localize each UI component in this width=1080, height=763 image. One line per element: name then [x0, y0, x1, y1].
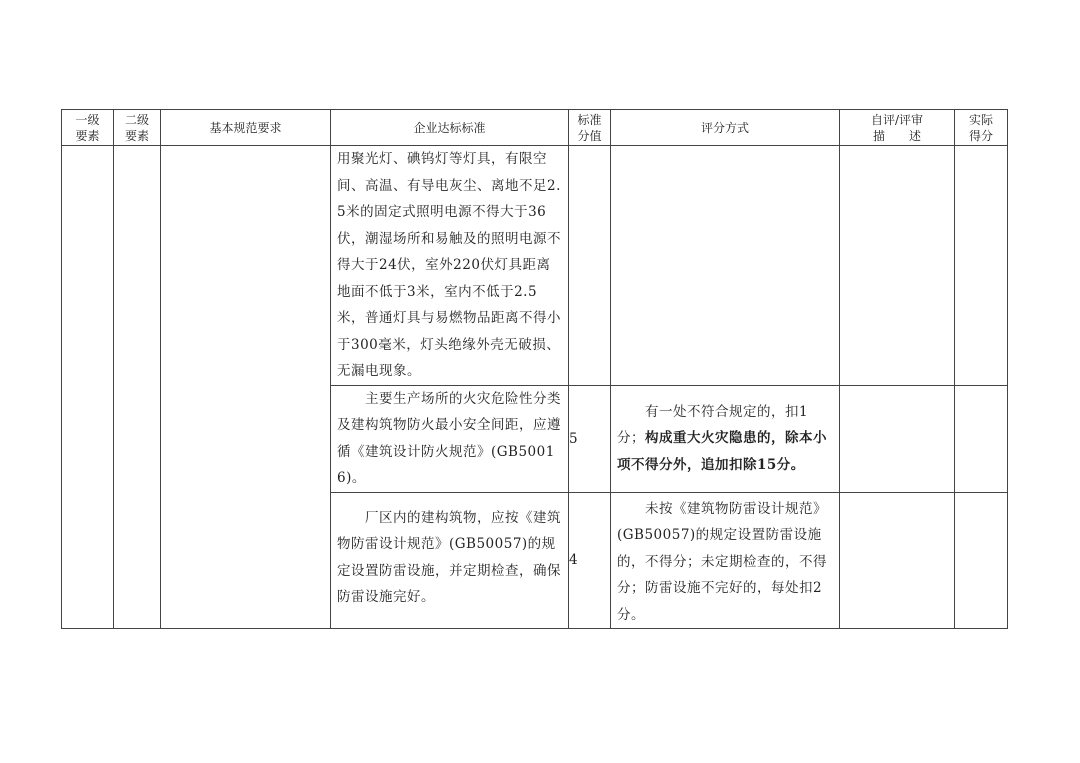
header-actual-score: 实际 得分: [955, 110, 1008, 146]
score-cell: 5: [569, 385, 611, 492]
self-review-cell: [840, 492, 955, 629]
header-standard-score: 标准 分值: [569, 110, 611, 146]
header-level1: 一级 要素: [62, 110, 114, 146]
header-self-review: 自评/评审 描 述: [840, 110, 955, 146]
actual-score-cell: [955, 385, 1008, 492]
header-row: [62, 110, 1008, 146]
standard-cell: 厂区内的建构筑物，应按《建筑物防雷设计规范》(GB50057)的规定设置防雷设施，并定期检查，确保防雷设施完好。: [331, 492, 569, 629]
actual-score-cell: [955, 492, 1008, 629]
header-level2: 二级 要素: [114, 110, 161, 146]
header-enterprise-standard: 企业达标标准: [331, 110, 569, 146]
actual-score-cell: [955, 146, 1008, 386]
method-cell: 有一处不符合规定的，扣1分；构成重大火灾隐患的，除本小项不得分外，追加扣除15分。: [611, 385, 840, 492]
standard-cell: 主要生产场所的火灾危险性分类及建构筑物防火最小安全间距，应遵循《建筑设计防火规范》(GB50016)。: [331, 385, 569, 492]
header-scoring-method: 评分方式: [611, 110, 840, 146]
score-cell: 4: [569, 492, 611, 629]
self-review-cell: [840, 146, 955, 386]
standard-cell: 用聚光灯、碘钨灯等灯具，有限空间、高温、有导电灰尘、离地不足2.5米的固定式照明电源不得大于36伏，潮湿场所和易触及的照明电源不得大于24伏，室外220伏灯具距离地面不低于3米，室内不低于2.5米，普通灯具与易燃物品距离不得小于300毫米，灯头绝缘外壳无破损、无漏电现象。: [331, 146, 569, 386]
method-cell: [611, 146, 840, 386]
self-review-cell: [840, 385, 955, 492]
header-basic-requirements: 基本规范要求: [161, 110, 331, 146]
level1-cell: [62, 146, 114, 629]
basic-requirement-cell: [161, 146, 331, 629]
table-row: [62, 146, 1008, 386]
score-cell: [569, 146, 611, 386]
evaluation-table: [61, 109, 1008, 629]
method-cell: 未按《建筑物防雷设计规范》(GB50057)的规定设置防雷设施的，不得分；未定期检查的，不得分；防雷设施不完好的，每处扣2分。: [611, 492, 840, 629]
level2-cell: [114, 146, 161, 629]
